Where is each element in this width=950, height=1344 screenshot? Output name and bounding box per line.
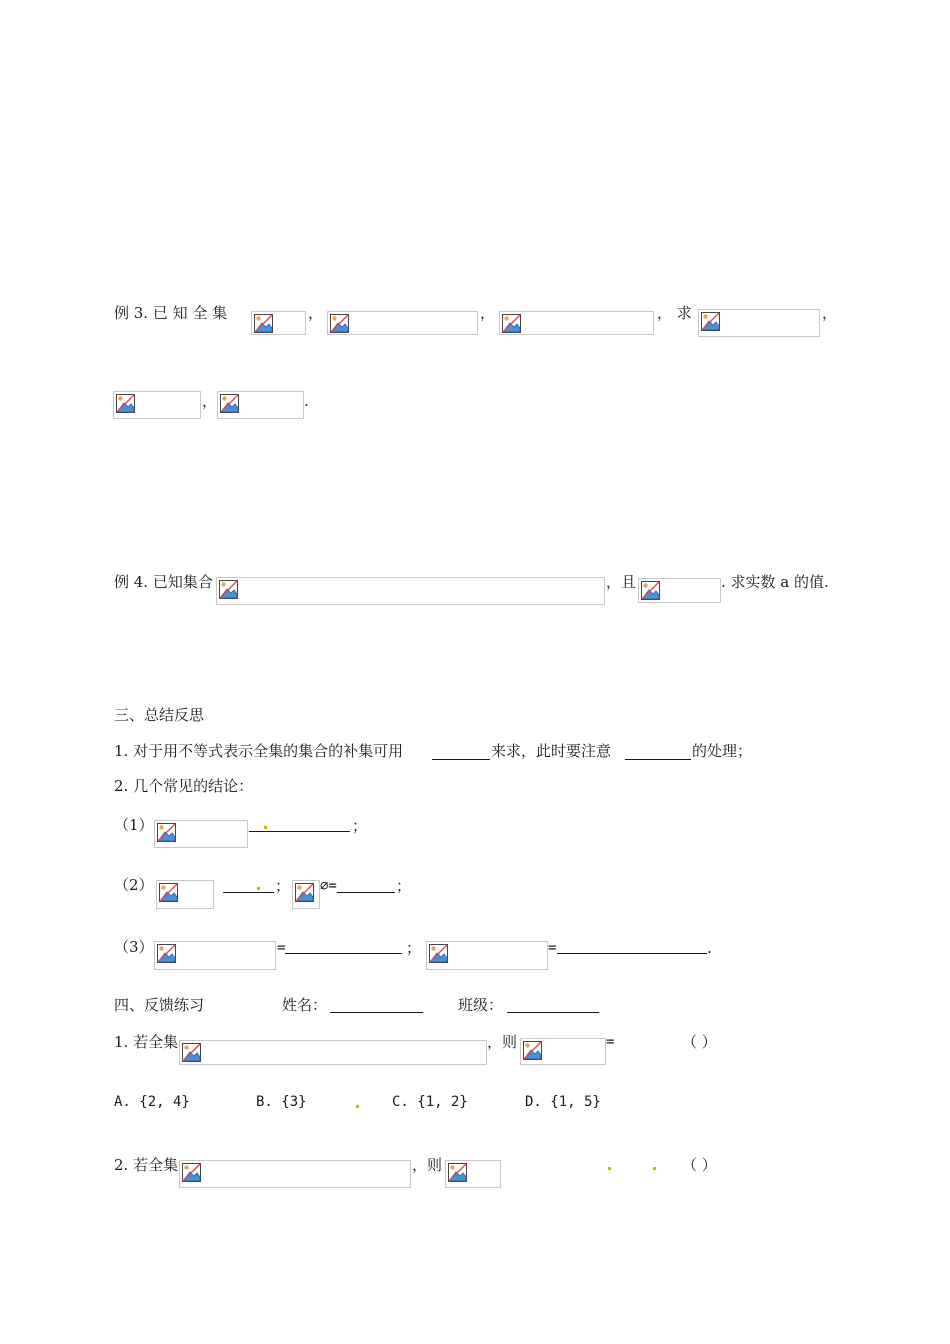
comma: ， [202,392,218,410]
question-1-prefix: 1. 若全集 [114,1033,179,1051]
name-label: 姓名： [282,996,328,1014]
comma: ， [308,304,324,322]
semicolon: ； [275,877,291,895]
broken-image-icon [330,314,349,333]
formula-image-set-definition [216,577,605,605]
fill-blank [285,953,402,954]
semicolon: ； [352,817,368,835]
class-blank [507,1012,599,1013]
conclusion-2-label: （2） [114,876,154,894]
broken-image-icon [448,1163,467,1182]
broken-image-icon [116,394,135,413]
fill-blank [625,759,691,760]
broken-image-icon [502,314,521,333]
decorative-dot [257,887,260,890]
decorative-dot [264,826,267,829]
period: . [304,392,309,410]
broken-image-icon [220,394,239,413]
broken-image-icon [523,1041,542,1060]
then-text: ，则 [487,1033,518,1051]
answer-parentheses: （ ） [682,1156,717,1174]
fill-blank [557,953,707,954]
broken-image-icon [157,944,176,963]
equals-sign: = [277,940,286,956]
fill-blank [337,892,395,893]
class-label: 班级： [458,996,504,1014]
fill-blank [249,831,350,832]
broken-image-icon [219,580,238,599]
option-d: D. {1, 5} [525,1094,601,1110]
formula-image-conclusion-2a [156,880,214,909]
feedback-heading: 四、反馈练习 [114,996,205,1014]
period: . [707,939,712,957]
formula-image-q1-complement [520,1038,606,1065]
ask-text: ， 求 [657,304,692,322]
decorative-dot [653,1167,656,1170]
broken-image-icon [157,823,176,842]
broken-image-icon [182,1043,201,1062]
formula-image-complement-3 [217,391,304,419]
question-text: . 求实数 a 的值. [721,573,829,591]
broken-image-icon [641,581,660,600]
formula-image-conclusion-1 [154,820,248,848]
comma: ， [822,304,838,322]
comma: ， [480,304,496,322]
summary-heading: 三、总结反思 [114,706,205,724]
conclusion-3-label: （3） [114,938,154,956]
formula-image-q1-universal-set [179,1040,487,1065]
fill-blank [223,892,274,893]
formula-image-conclusion-2b [292,880,320,909]
broken-image-icon [182,1163,201,1182]
answer-parentheses: （ ） [682,1033,717,1051]
broken-image-icon [254,314,273,333]
example4-label: 例 4. 已知集合 [114,573,213,591]
decorative-dot [356,1105,359,1108]
and-text: ，且 [606,573,637,591]
broken-image-icon [701,312,720,331]
summary-item1-suffix: 的处理； [692,742,753,760]
formula-image-universal-set [251,311,306,335]
decorative-dot [608,1167,611,1170]
broken-image-icon [429,944,448,963]
formula-image-set-b [499,311,654,335]
formula-image-conclusion-3b [426,941,548,970]
question-2-prefix: 2. 若全集 [114,1156,179,1174]
formula-image-complement-1 [698,309,820,337]
broken-image-icon [159,883,178,902]
name-blank [330,1012,423,1013]
example3-label: 例 3. 已 知 全 集 [114,304,228,322]
formula-image-q2-complement [445,1160,501,1188]
formula-image-set-a [327,311,478,335]
empty-set-equals: ∅= [320,878,337,894]
then-text: ，则 [412,1156,443,1174]
option-a: A. {2, 4} [114,1094,190,1110]
summary-item1-prefix: 1. 对于用不等式表示全集的集合的补集可用 [114,742,404,760]
formula-image-condition [638,578,721,603]
equals-sign: = [606,1034,615,1050]
summary-item2: 2. 几个常见的结论： [114,777,254,795]
equals-sign: = [548,940,557,956]
formula-image-q2-universal-set [179,1160,411,1188]
conclusion-1-label: （1） [114,816,154,834]
formula-image-conclusion-3a [154,941,276,970]
broken-image-icon [295,883,314,902]
fill-blank [432,759,490,760]
summary-item1-mid: 来求，此时要注意 [491,742,612,760]
semicolon: ； [406,939,422,957]
option-b: B. {3} [256,1094,307,1110]
option-c: C. {1, 2} [392,1094,468,1110]
formula-image-complement-2 [113,391,201,419]
semicolon: ； [396,877,412,895]
